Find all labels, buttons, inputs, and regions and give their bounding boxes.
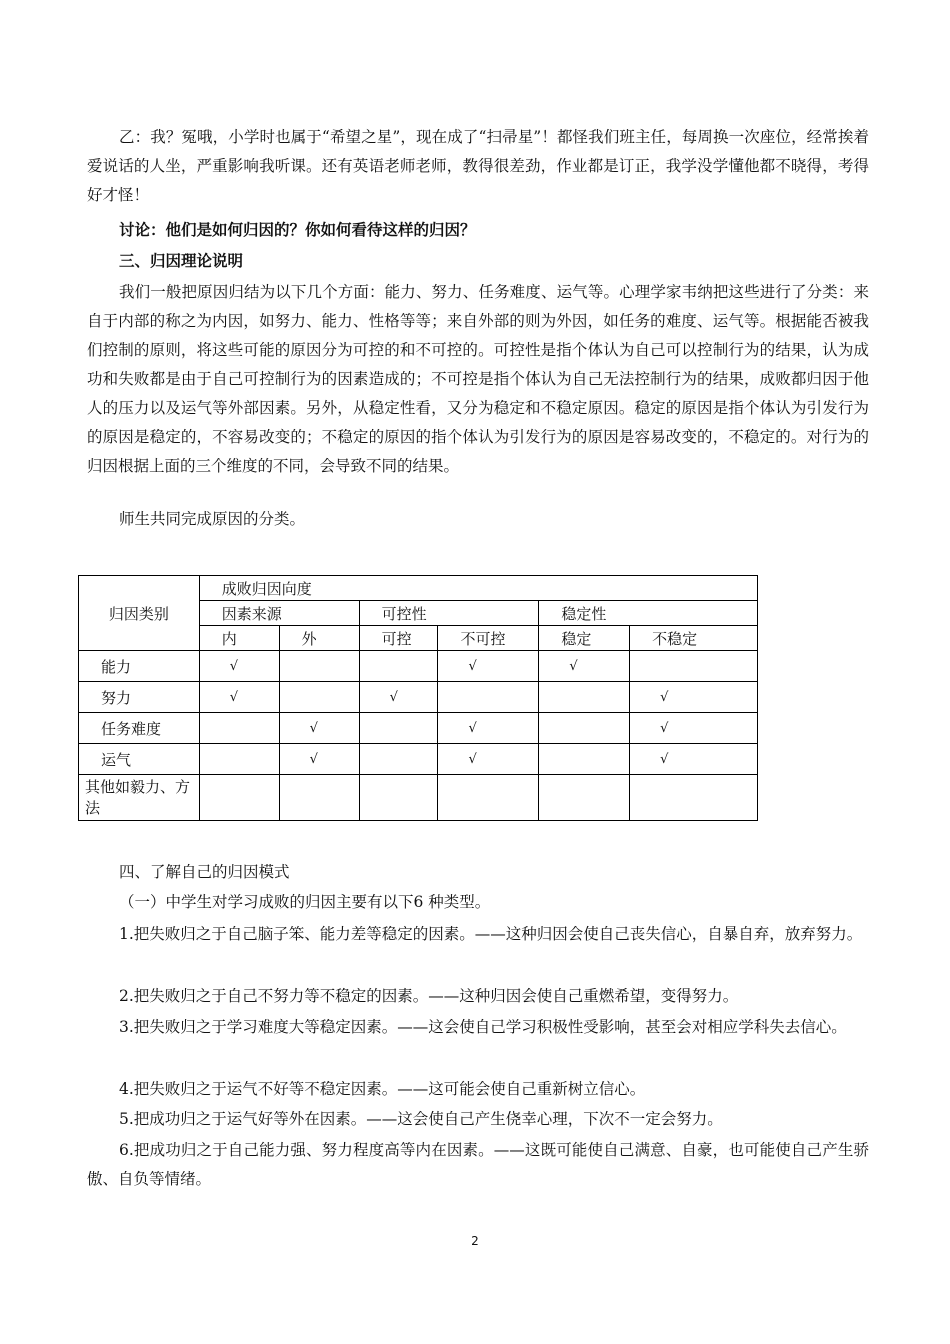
type-item-1: 1.把失败归之于自己脑子笨、能力差等稳定的因素。——这种归因会使自己丧失信心，自暴自弃，放弃努力。	[119, 925, 863, 943]
cell	[438, 682, 539, 713]
type-item-2: 2.把失败归之于自己不努力等不稳定的因素。——这种归因会使自己重燃希望，变得努力。	[119, 987, 739, 1005]
cell	[199, 744, 279, 775]
table-row	[79, 651, 758, 682]
subheader-internal: 内	[199, 626, 279, 651]
cell	[438, 775, 539, 821]
cell: √	[279, 744, 359, 775]
type-item-6: 6.把成功归之于自己能力强、努力程度高等内在因素。——这既可能使自己满意、自豪，也可能使自己产生骄傲、自负等情绪。	[87, 1141, 869, 1188]
type-item-4: 4.把失败归之于运气不好等不稳定因素。——这可能会使自己重新树立信心。	[119, 1080, 646, 1098]
subheader-stable: 稳定	[539, 626, 630, 651]
cell	[630, 651, 758, 682]
cell	[359, 651, 438, 682]
cell	[539, 682, 630, 713]
group-header-stability: 稳定性	[539, 601, 758, 626]
table-row	[79, 775, 758, 821]
row-label: 能力	[79, 651, 200, 682]
cell	[279, 775, 359, 821]
cell: √	[630, 713, 758, 744]
subheader-controllable: 可控	[359, 626, 438, 651]
subheader-external: 外	[279, 626, 359, 651]
cell: √	[199, 682, 279, 713]
group-header-source: 因素来源	[199, 601, 359, 626]
cell	[199, 775, 279, 821]
row-header-cell: 归因类别	[79, 576, 200, 651]
row-label: 运气	[79, 744, 200, 775]
discussion-question: 讨论：他们是如何归因的？你如何看待这样的归因？	[119, 221, 476, 239]
cell	[359, 775, 438, 821]
type-item-5: 5.把成功归之于运气好等外在因素。——这会使自己产生侥幸心理，下次不一定会努力。	[119, 1110, 723, 1128]
cell	[359, 713, 438, 744]
cell: √	[438, 651, 539, 682]
cell	[359, 744, 438, 775]
classify-instruction: 师生共同完成原因的分类。	[119, 510, 306, 528]
cell	[630, 775, 758, 821]
cell	[539, 713, 630, 744]
cell	[199, 713, 279, 744]
section-4-title: 四、了解自己的归因模式	[119, 863, 290, 881]
theory-paragraph: 我们一般把原因归结为以下几个方面：能力、努力、任务难度、运气等。心理学家韦纳把这些进行了分类：来自于内部的称之为内因，如努力、能力、性格等等；来自外部的则为外因，如任务的难度、运气等。根据能否被我们控制的原则，将这些可能的原因分为可控的和不可控的。可控性是指个体认为自己可以控制行为的结果，认为成功和失败都是由于自己可控制行为的因素造成的；不可控是指个体认为自己无法控制行为的结果，成败都归因于他人的压力以及运气等外部因素。另外，从稳定性看，又分为稳定和不稳定原因。稳定的原因是指个体认为引发行为的原因是稳定的，不容易改变的；不稳定的原因的指个体认为引发行为的原因是容易改变的，不稳定的。对行为的归因根据上面的三个维度的不同，会导致不同的结果。	[87, 283, 869, 475]
cell: √	[630, 744, 758, 775]
cell: √	[438, 744, 539, 775]
section-3-title: 三、归因理论说明	[119, 252, 244, 270]
dialogue-yi: 乙：我？冤哦，小学时也属于“希望之星”，现在成了“扫帚星”！都怪我们班主任，每周换一次座位，经常挨着爱说话的人坐，严重影响我听课。还有英语老师老师，教得很差劲，作业都是订正，我学没学懂他都不晓得，考得好才怪！	[87, 128, 869, 204]
table-row	[79, 713, 758, 744]
cell	[279, 651, 359, 682]
row-label: 其他如毅力、方法	[79, 775, 200, 821]
cell	[279, 682, 359, 713]
types-intro: （一）中学生对学习成败的归因主要有以下6 种类型。	[119, 893, 491, 911]
subheader-unstable: 不稳定	[630, 626, 758, 651]
cell: √	[438, 713, 539, 744]
page-number: 2	[471, 1234, 479, 1248]
subheader-uncontrollable: 不可控	[438, 626, 539, 651]
cell: √	[199, 651, 279, 682]
table-row	[79, 682, 758, 713]
cell: √	[359, 682, 438, 713]
table-row	[79, 744, 758, 775]
cell: √	[630, 682, 758, 713]
group-header-controllability: 可控性	[359, 601, 539, 626]
cell: √	[539, 651, 630, 682]
cell	[539, 744, 630, 775]
row-label: 任务难度	[79, 713, 200, 744]
cell	[539, 775, 630, 821]
top-header-cell: 成败归因向度	[199, 576, 757, 601]
type-item-3: 3.把失败归之于学习难度大等稳定因素。——这会使自己学习积极性受影响，甚至会对相应学科失去信心。	[119, 1018, 847, 1036]
attribution-table	[78, 575, 758, 821]
cell: √	[279, 713, 359, 744]
row-label: 努力	[79, 682, 200, 713]
